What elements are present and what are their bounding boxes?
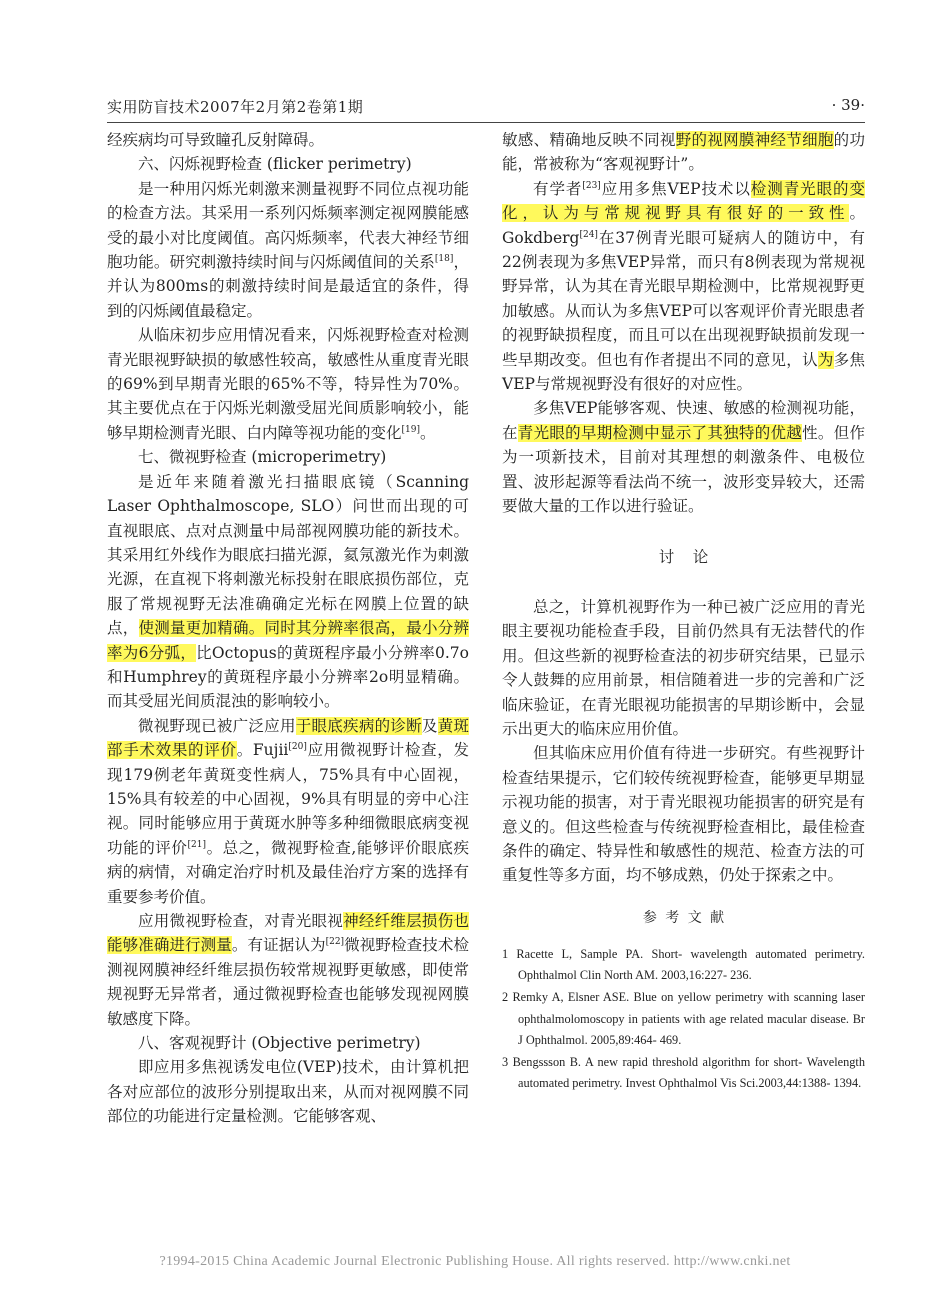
references-title: 参考文献 bbox=[642, 909, 733, 926]
highlight: 神经纤维层损伤也能够准确进行测量 bbox=[107, 912, 469, 955]
journal-title: 实用防盲技术2007年2月第2卷第1期 bbox=[107, 98, 364, 116]
paragraph: 总之，计算机视野作为一种已被广泛应用的青光眼主要视功能检查手段，目前仍然具有无法替代的作用。但这些新的视野检查法的初步研究结果，已显示令人鼓舞的应用前景，相信随着进一步的完善和广泛临床验证，在青光眼视功能损害的早期诊断中，会显示出更大的临床应用价值。 bbox=[502, 597, 865, 738]
highlight: 使测量更加精确。同时其分辨率很高，最小分辨率为6分弧， bbox=[107, 619, 469, 662]
reference-item: 2 Remky A, Elsner ASE. Blue on yellow perimetry with scanning laser ophthalmolomoscopy in patients with age related macular disease. Br J Ophthalmol. 2005,89:464- 469. bbox=[502, 989, 865, 1048]
citation: [18] bbox=[434, 254, 454, 265]
paragraph: 但其临床应用价值有待进一步研究。有些视野计检查结果提示，它们较传统视野检查，能够更早期显示视功能的损害，对于青光眼视功能损害的研究是有意义的。但这些检查与传统视野检查相比，最佳检查条件的确定、特异性和敏感性的规范、检查方法的可重复性等多方面，均不够成熟，仍处于探索之中。 bbox=[502, 744, 865, 885]
paragraph: 是近年来随着激光扫描眼底镜（Scanning Laser Ophthalmoscope, SLO）问世而出现的可直视眼底、点对点测量中局部视网膜功能的新技术。其采用红外线作为眼底扫描光源，氦氖激光作为刺激光源，在直视下将刺激光标投射在眼底损伤部位，克服了常规视野无法准确确定光标在网膜上位置的缺点，使测量更加精确。同时其分辨率很高，最小分辨率为6分弧，比Octopus的黄斑程序最小分辨率0.7o和Humphrey的黄斑程序最小分辨率2o明显精确。而其受屈光间质混浊的影响较小。 bbox=[107, 472, 469, 711]
left-column bbox=[107, 128, 469, 1129]
header-rule bbox=[107, 122, 865, 123]
page-number: · 39· bbox=[831, 96, 865, 114]
citation: [23] bbox=[582, 180, 601, 191]
citation: [24] bbox=[579, 229, 598, 240]
reference-item: 3 Bengssson B. A new rapid threshold algorithm for short- Wavelength automated perimetry. Invest Ophthalmol Vis Sci.2003,44:1388- 1394. bbox=[502, 1054, 865, 1091]
paragraph: 应用微视野检查，对青光眼视神经纤维层损伤也能够准确进行测量。有证据认为[22]微视野检查技术检测视网膜神经纤维层损伤较常规视野更敏感，即使常规视野无异常者，通过微视野检查也能够发现视网膜敏感度下降。 bbox=[107, 912, 469, 1028]
paragraph: 经疾病均可导致瞳孔反射障碍。 bbox=[107, 131, 325, 149]
reference-item: 1 Racette L, Sample PA. Short- wavelength automated perimetry. Ophthalmol Clin North AM. 2003,16:227- 236. bbox=[502, 946, 865, 983]
paragraph: 敏感、精确地反映不同视野的视网膜神经节细胞的功能，常被称为“客观视野计”。 bbox=[502, 131, 865, 174]
highlight: 于眼底疾病的诊断 bbox=[295, 716, 422, 735]
highlight: 检测青光眼的变化，认为与常规视野具有很好的一致性 bbox=[502, 179, 865, 223]
highlight: 野的视网膜神经节细胞 bbox=[675, 131, 834, 149]
highlight: 黄斑部手术效果的评价 bbox=[107, 716, 469, 760]
copyright-footer: ?1994-2015 China Academic Journal Electronic Publishing House. All rights reserved. http://www.cnki.net bbox=[159, 1254, 791, 1269]
section-heading-objective: 八、客观视野计 (Objective perimetry) bbox=[138, 1034, 421, 1053]
paragraph: 微视野现已被广泛应用于眼底疾病的诊断及黄斑部手术效果的评价。Fujii[20]应用微视野计检查，发现179例老年黄斑变性病人，75%具有中心固视，15%具有较差的中心固视，9%具有明显的旁中心注视。同时能够应用于黄斑水肿等多种细微眼底病变视功能的评价[21]。总之，微视野检查,能够评价眼底疾病的病情，对确定治疗时机及最佳治疗方案的选择有重要参考价值。 bbox=[107, 716, 469, 906]
citation: [20] bbox=[288, 742, 307, 753]
citation: [21] bbox=[187, 839, 206, 850]
paragraph: 即应用多焦视诱发电位(VEP)技术，由计算机把各对应部位的波形分别提取出来，从而对视网膜不同部位的功能进行定量检测。它能够客观、 bbox=[107, 1058, 469, 1126]
highlight: 青光眼的早期检测中显示了其独特的优越 bbox=[517, 423, 803, 442]
citation: [19] bbox=[401, 424, 420, 435]
highlight: 为 bbox=[817, 350, 834, 369]
paragraph: 有学者[23]应用多焦VEP技术以检测青光眼的变化，认为与常规视野具有很好的一致性。Gokdberg[24]在37例青光眼可疑病人的随访中，有22例表现为多焦VEP异常，而只有8例表现为常规视野异常，认为其在青光眼早期检测中，比常规视野更加敏感。从而认为多焦VEP可以客观评价青光眼患者的视野缺损程度，而且可以在出现视野缺损前发现一些早期改变。但也有作者提出不同的意见，认为多焦VEP与常规视野没有很好的对应性。 bbox=[502, 179, 865, 394]
paragraph: 是一种用闪烁光刺激来测量视野不同位点视功能的检查方法。其采用一系列闪烁频率测定视网膜能感受的最小对比度阈值。高闪烁频率，代表大神经节细胞功能。研究刺激持续时间与闪烁阈值间的关系[18]，并认为800ms的刺激持续时间是最适宜的条件，得到的闪烁阈值最稳定。 bbox=[107, 179, 469, 320]
section-heading-flicker: 六、闪烁视野检查 (flicker perimetry) bbox=[138, 155, 412, 174]
citation: [22] bbox=[325, 937, 345, 948]
section-heading-micro: 七、微视野检查 (microperimetry) bbox=[138, 448, 387, 467]
section-title-discussion: 讨论 bbox=[658, 547, 727, 566]
right-column bbox=[502, 128, 865, 1095]
paragraph: 从临床初步应用情况看来，闪烁视野检查对检测青光眼视野缺损的敏感性较高，敏感性从重度青光眼的69%到早期青光眼的65%不等，特异性为70%。其主要优点在于闪烁光刺激受屈光间质影响较小，能够早期检测青光眼、白内障等视功能的变化[19]。 bbox=[107, 326, 469, 442]
running-header bbox=[107, 96, 865, 122]
paragraph: 多焦VEP能够客观、快速、敏感的检测视功能，在青光眼的早期检测中显示了其独特的优越性。但作为一项新技术，目前对其理想的刺激条件、电极位置、波形起源等看法尚不统一，波形变异较大，还需要做大量的工作以进行验证。 bbox=[502, 399, 865, 516]
